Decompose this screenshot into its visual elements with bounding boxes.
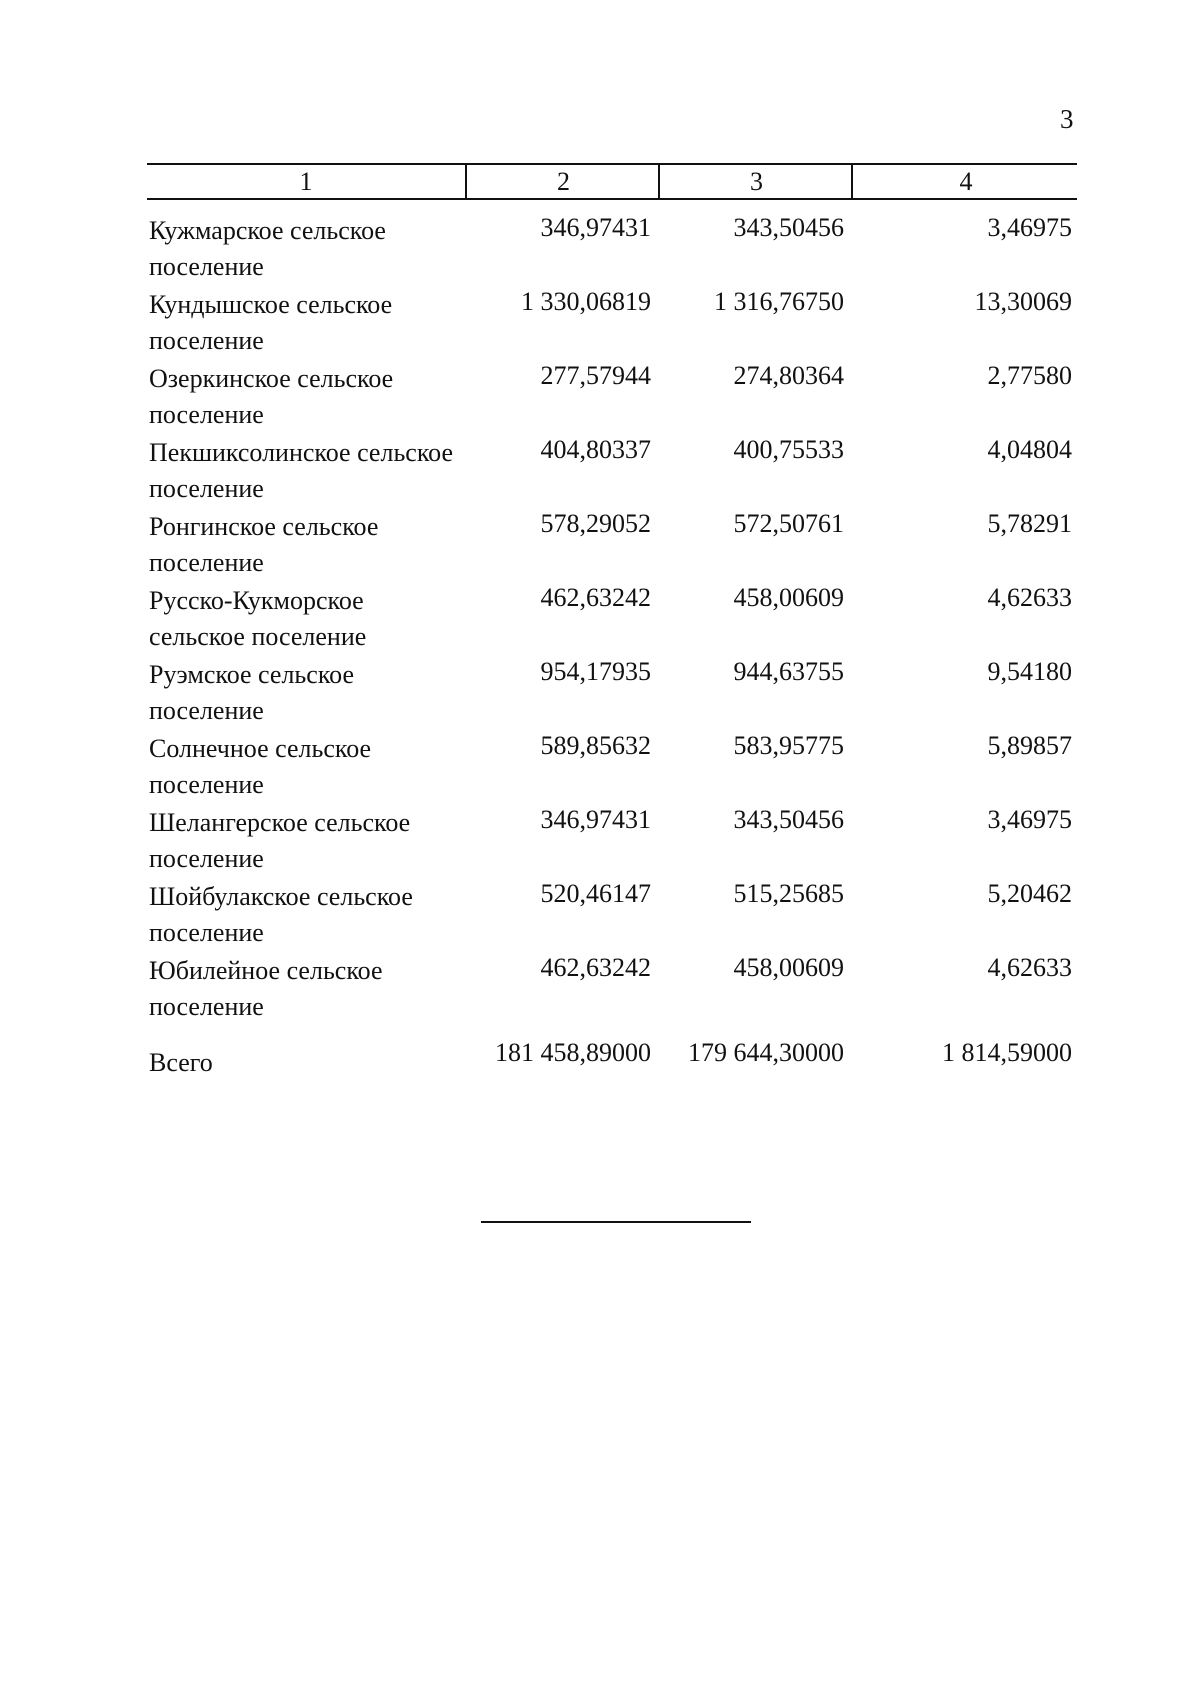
value-col-4: 4,62633 — [987, 953, 1072, 982]
total-col-2: 181 458,89000 — [495, 1038, 651, 1067]
value-col-3: 515,25685 — [733, 879, 844, 908]
settlement-name: Шойбулакское сельское поселение — [149, 882, 413, 947]
settlement-name: Озеркинское сельское поселение — [149, 364, 394, 429]
budget-table — [147, 163, 1077, 1085]
value-col-3: 400,75533 — [733, 435, 844, 464]
table-row — [147, 361, 1077, 435]
table-row — [147, 879, 1077, 953]
value-col-3: 274,80364 — [733, 361, 844, 390]
value-col-2: 954,17935 — [540, 657, 651, 686]
value-col-2: 404,80337 — [540, 435, 651, 464]
value-col-3: 583,95775 — [733, 731, 844, 760]
value-col-2: 346,97431 — [540, 213, 651, 242]
settlement-name: Кундышское сельское поселение — [149, 290, 393, 355]
value-col-4: 5,78291 — [987, 509, 1072, 538]
settlement-name: Руэмское сельское поселение — [149, 660, 354, 725]
value-col-2: 589,85632 — [540, 731, 651, 760]
value-col-2: 462,63242 — [540, 583, 651, 612]
value-col-3: 944,63755 — [733, 657, 844, 686]
value-col-3: 572,50761 — [733, 509, 844, 538]
value-col-4: 3,46975 — [987, 213, 1072, 242]
end-of-document-rule — [481, 1221, 751, 1223]
value-col-4: 2,77580 — [987, 361, 1072, 390]
header-col-1: 1 — [299, 167, 313, 196]
value-col-4: 5,20462 — [987, 879, 1072, 908]
value-col-2: 578,29052 — [540, 509, 651, 538]
settlement-name: Юбилейное сельское поселение — [149, 956, 383, 1021]
total-label: Всего — [149, 1048, 213, 1077]
table-header — [147, 163, 1077, 200]
table-row — [147, 287, 1077, 361]
total-col-3: 179 644,30000 — [688, 1038, 844, 1067]
value-col-4: 9,54180 — [987, 657, 1072, 686]
table-row — [147, 953, 1077, 1027]
settlement-name: Солнечное сельское поселение — [149, 734, 372, 799]
table-row — [147, 657, 1077, 731]
page-number: 3 — [1060, 104, 1074, 134]
settlement-name: Кужмарское сельское поселение — [149, 216, 386, 281]
value-col-2: 462,63242 — [540, 953, 651, 982]
total-col-4: 1 814,59000 — [942, 1038, 1072, 1067]
value-col-4: 13,30069 — [974, 287, 1072, 316]
value-col-2: 1 330,06819 — [521, 287, 651, 316]
value-col-3: 1 316,76750 — [714, 287, 844, 316]
value-col-3: 343,50456 — [733, 805, 844, 834]
settlement-name: Пекшиксолинское сельское поселение — [149, 438, 454, 503]
table-row — [147, 731, 1077, 805]
value-col-4: 4,04804 — [987, 435, 1072, 464]
table-row — [147, 213, 1077, 287]
table-body — [147, 213, 1077, 1085]
value-col-2: 520,46147 — [540, 879, 651, 908]
value-col-3: 458,00609 — [733, 953, 844, 982]
table-row — [147, 805, 1077, 879]
settlement-name: Шелангерское сельское поселение — [149, 808, 411, 873]
table-row — [147, 509, 1077, 583]
total-row — [147, 1035, 1077, 1085]
value-col-4: 4,62633 — [987, 583, 1072, 612]
table-row — [147, 435, 1077, 509]
value-col-3: 343,50456 — [733, 213, 844, 242]
value-col-2: 277,57944 — [540, 361, 651, 390]
settlement-name: Ронгинское сельское поселение — [149, 512, 379, 577]
value-col-4: 3,46975 — [987, 805, 1072, 834]
value-col-2: 346,97431 — [540, 805, 651, 834]
header-col-2: 2 — [465, 165, 660, 198]
header-col-3: 3 — [658, 165, 853, 198]
value-col-4: 5,89857 — [987, 731, 1072, 760]
table-row — [147, 583, 1077, 657]
header-col-4: 4 — [851, 165, 1079, 198]
value-col-3: 458,00609 — [733, 583, 844, 612]
settlement-name: Русско-Кукморское сельское поселение — [149, 586, 367, 651]
